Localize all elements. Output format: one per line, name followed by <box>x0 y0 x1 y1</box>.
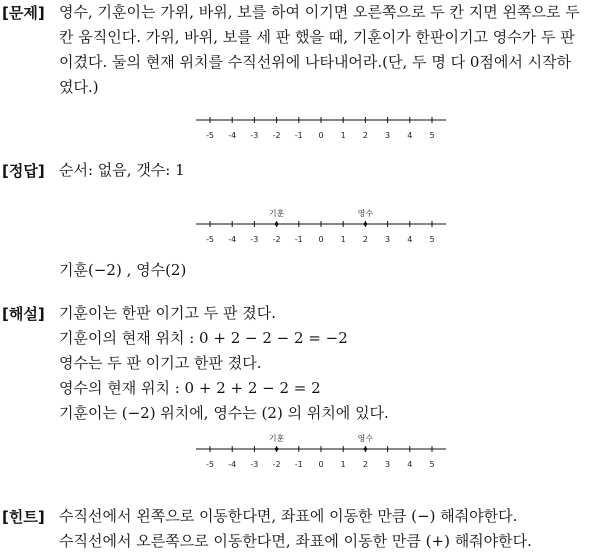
number-line-point <box>275 222 279 226</box>
answer-number-line <box>196 204 446 244</box>
number-line-tick-label: 0 <box>318 460 324 469</box>
number-line-svg <box>196 204 446 244</box>
explanation-line: 영수의 현재 위치 : 0 + 2 + 2 − 2 = 2 <box>59 379 321 397</box>
number-line-tick-label: -4 <box>228 235 237 244</box>
explanation-line: 기훈이는 (−2) 위치에, 영수는 (2) 의 위치에 있다. <box>59 404 389 422</box>
answer-order-count: 순서: 없음, 갯수: 1 <box>59 161 185 179</box>
number-line-svg <box>196 429 446 469</box>
number-line-point <box>364 447 368 451</box>
number-line-tick-label: 1 <box>340 131 346 140</box>
number-line-tick-label: 3 <box>385 235 391 244</box>
explanation-number-line <box>196 429 446 469</box>
number-line-tick-label: -3 <box>250 460 259 469</box>
problem-number-line <box>196 100 446 140</box>
number-line-tick-label: 4 <box>407 460 413 469</box>
number-line-tick-label: 4 <box>407 131 413 140</box>
hint-line: 수직선에서 왼쪽으로 이동한다면, 좌표에 이동한 만큼 (−) 해줘야한다. <box>59 507 518 525</box>
answer-result: 기훈(−2) , 영수(2) <box>59 261 187 279</box>
number-line-tick-label: 2 <box>362 460 368 469</box>
number-line-tick-label: 5 <box>429 131 435 140</box>
number-line-tick-label: -3 <box>250 235 259 244</box>
number-line-tick-label: 1 <box>340 235 346 244</box>
explanation-line: 영수는 두 판 이기고 한판 졌다. <box>59 354 262 372</box>
number-line-tick-label: -2 <box>272 235 281 244</box>
number-line-point-label: 영수 <box>357 209 374 218</box>
problem-tag: [문제] <box>2 4 45 22</box>
number-line-point-label: 기훈 <box>268 434 285 443</box>
hint-line: 수직선에서 오른쪽으로 이동한다면, 좌표에 이동한 만큼 (+) 해줘야한다. <box>59 532 532 550</box>
number-line-tick-label: 2 <box>362 235 368 244</box>
number-line-point <box>275 447 279 451</box>
explanation-line: 기훈이는 한판 이기고 두 판 졌다. <box>59 304 276 322</box>
number-line-tick-label: 5 <box>429 235 435 244</box>
number-line-tick-label: 4 <box>407 235 413 244</box>
number-line-tick-label: 5 <box>429 460 435 469</box>
number-line-tick-label: -5 <box>206 460 214 469</box>
number-line-point <box>364 222 368 226</box>
number-line-tick-label: 3 <box>385 460 391 469</box>
number-line-tick-label: 3 <box>385 131 391 140</box>
number-line-tick-label: 1 <box>340 460 346 469</box>
problem-text: 영수, 기훈이는 가위, 바위, 보를 하여 이기면 오른쪽으로 두 칸 지면 왼쪽으로 두 칸 움직인다. 가위, 바위, 보를 세 판 했을 때, 기훈이가 한판이기고 영수가 두 판 이겼다. 둘의 현재 위치를 수직선위에 나타내어라.(단, 두 명 다 0점에서 시작하였다.) <box>59 3 580 96</box>
number-line-point-label: 영수 <box>357 434 374 443</box>
number-line-tick-label: -4 <box>228 460 237 469</box>
number-line-tick-label: 0 <box>318 235 324 244</box>
number-line-tick-label: -3 <box>250 131 259 140</box>
explanation-tag: [해설] <box>2 305 45 323</box>
explanation-line: 기훈이의 현재 위치 : 0 + 2 − 2 − 2 = −2 <box>59 329 348 347</box>
hint-tag: [힌트] <box>2 508 45 526</box>
number-line-tick-label: -1 <box>294 235 303 244</box>
number-line-point-label: 기훈 <box>268 209 285 218</box>
answer-tag: [정답] <box>2 162 45 180</box>
number-line-tick-label: -2 <box>272 460 281 469</box>
number-line-tick-label: 0 <box>318 131 324 140</box>
number-line-tick-label: -1 <box>294 131 303 140</box>
number-line-tick-label: 2 <box>362 131 368 140</box>
number-line-tick-label: -4 <box>228 131 237 140</box>
number-line-tick-label: -5 <box>206 131 214 140</box>
number-line-tick-label: -1 <box>294 460 303 469</box>
number-line-svg <box>196 100 446 140</box>
number-line-tick-label: -2 <box>272 131 281 140</box>
number-line-tick-label: -5 <box>206 235 214 244</box>
